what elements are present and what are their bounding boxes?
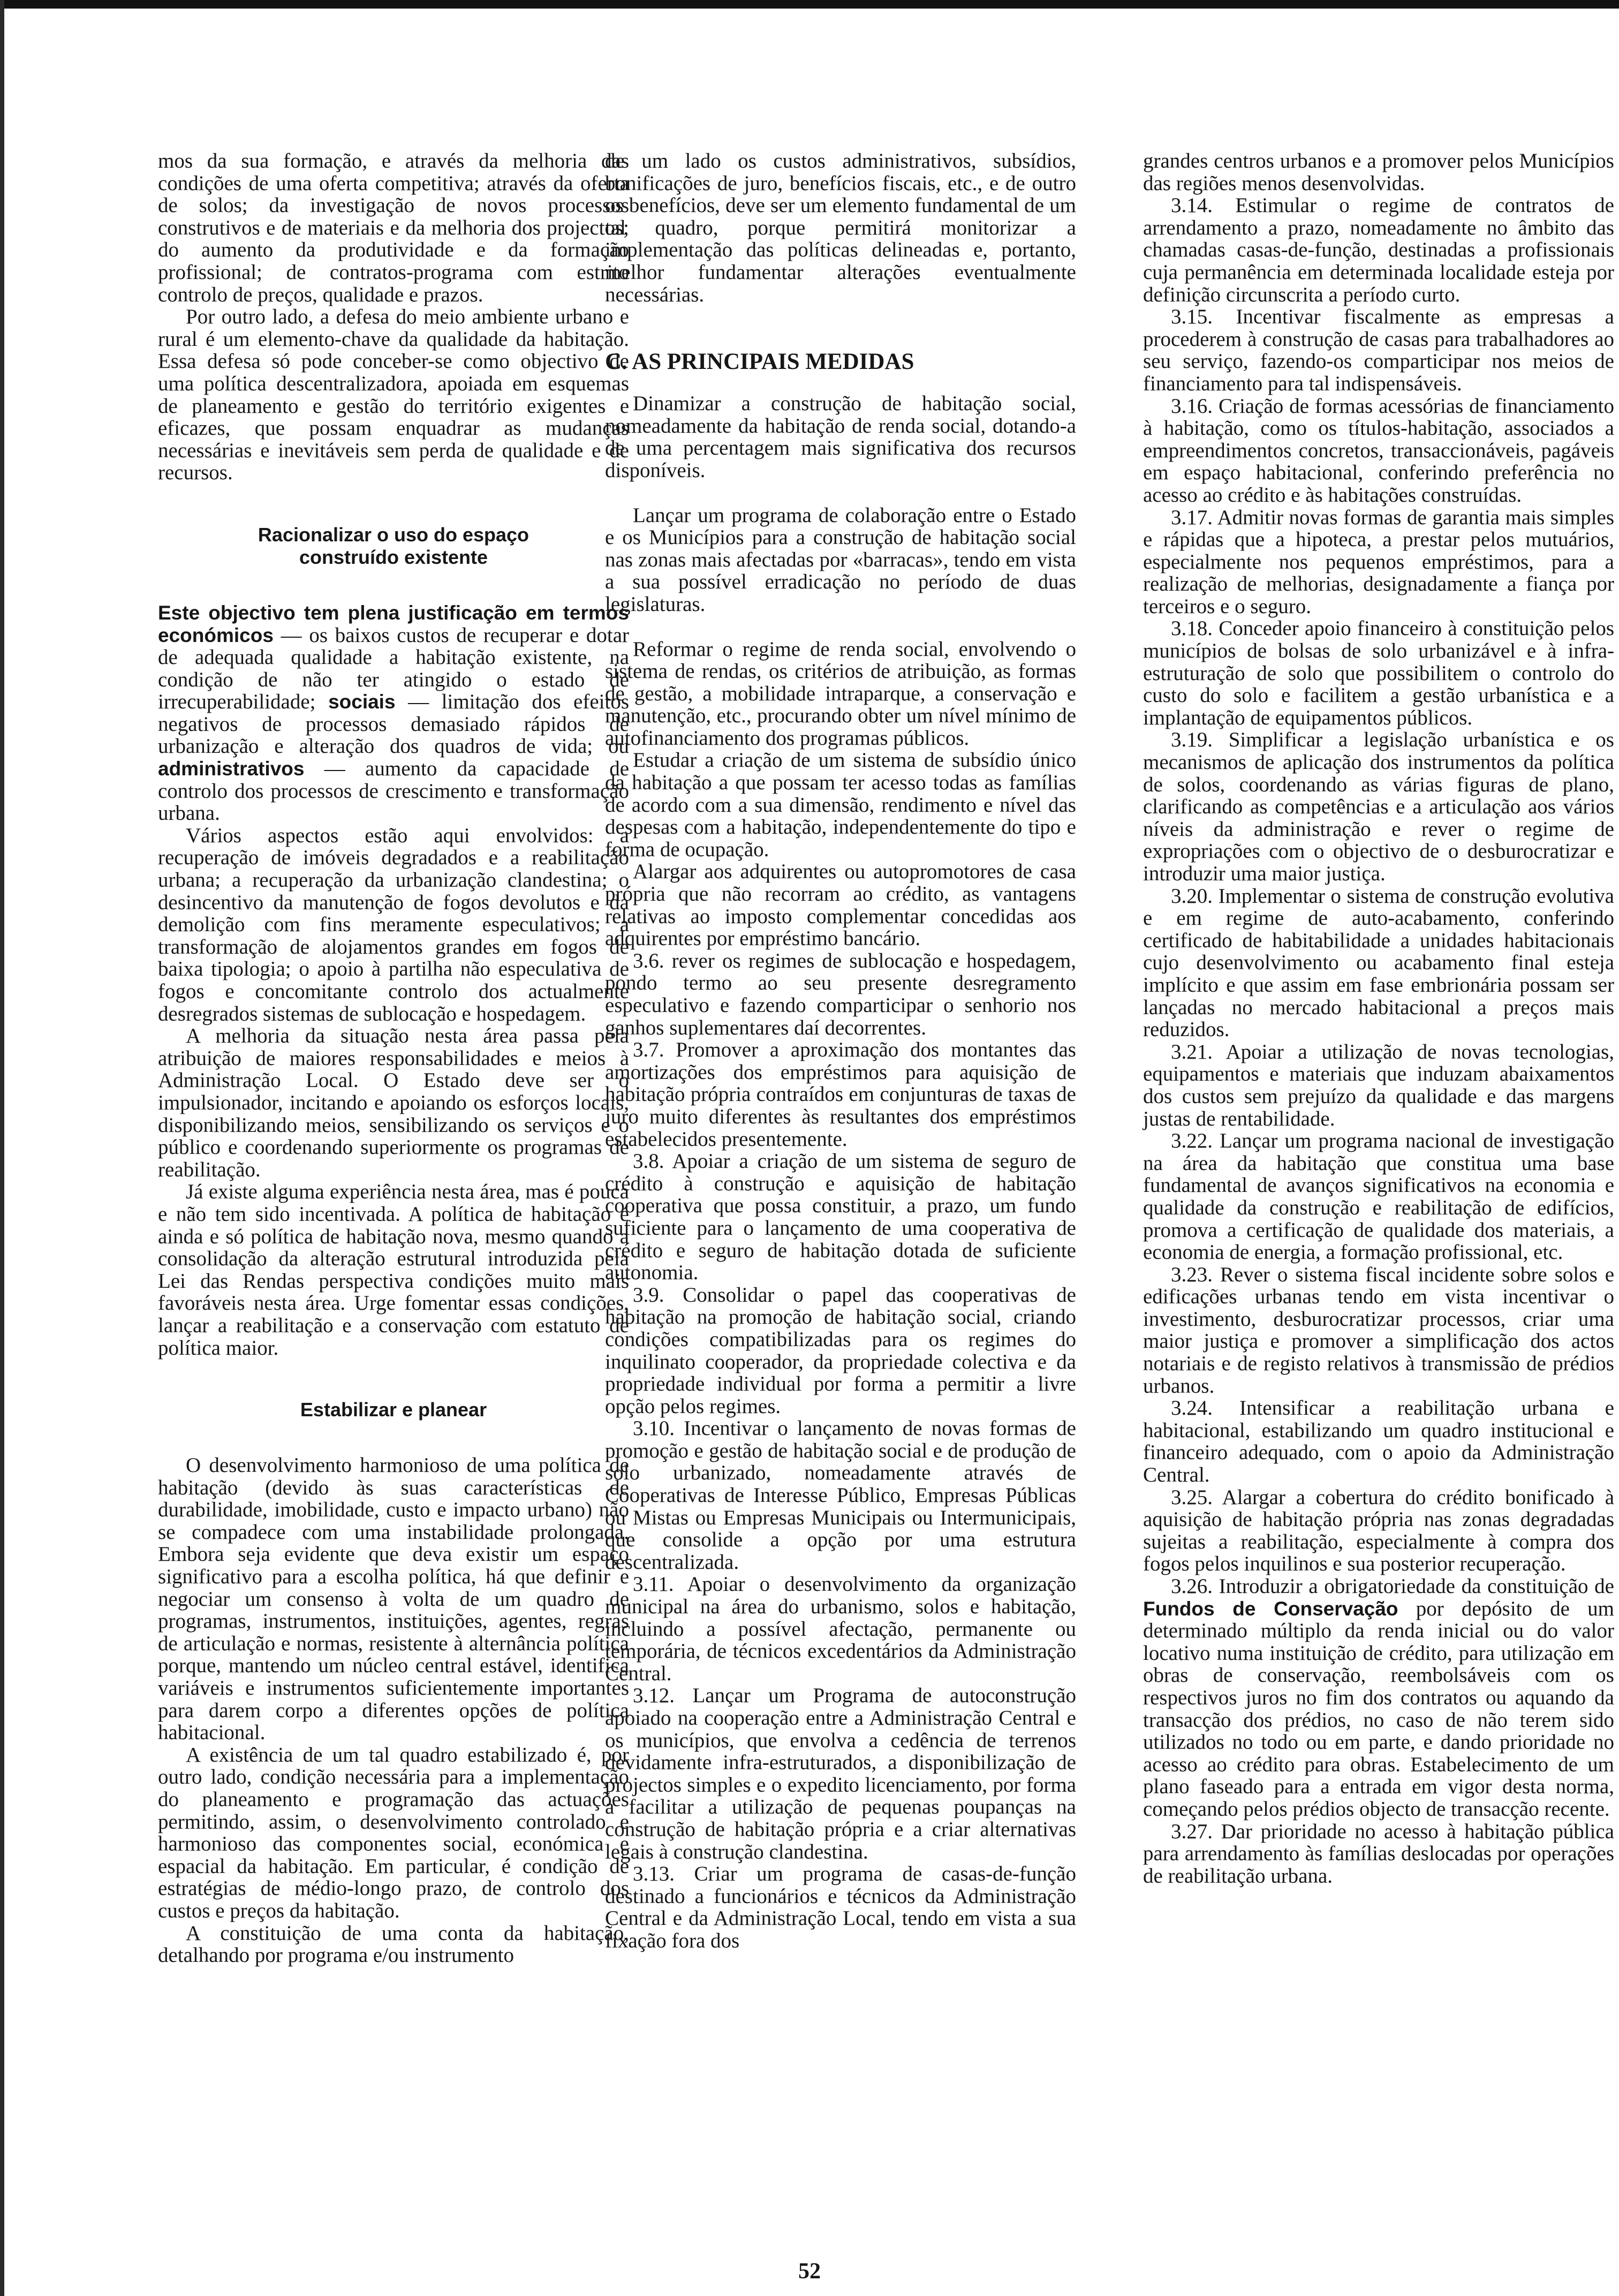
column-2: [605, 150, 1076, 1952]
paragraph: 3.24. Intensificar a reabilitação urbana e habitacional, estabilizando um quadro institucional e financeiro adequado, com o apoio da Administração Central.: [1143, 1396, 1614, 1487]
text: por depósito de um determinado múltiplo da renda inicial ou do valor locativo numa instituição de crédito, para utilização em obras de conservação, reembolsáveis com os respectivos juros no fim dos contratos ou aquando da transacção dos prédios, no caso de não terem sido utilizados no todo ou em parte, e dando prioridade no acesso ao crédito para obras. Estabelecimento de um plano faseado para a entrada em vigor desta norma, começando pelos prédios objecto de transacção recente.: [1143, 1597, 1614, 1821]
left-edge-shadow: [0, 0, 4, 2296]
paragraph: 3.18. Conceder apoio financeiro à constituição pelos municípios de bolsas de solo urbanizável e à infra-estruturação de solo que possibilitem o controlo do custo do solo e facilitem a gestão urbanística e a implantação de equipamentos públicos.: [1143, 617, 1614, 729]
paragraph: mos da sua formação, e através da melhoria das condições de uma oferta competitiva; através da oferta de solos; da investigação de novos processos construtivos e de materiais e da melhoria dos projectos; do aumento da produtividade e da formação profissional; de contratos-programa com estrito controlo de preços, qualidade e prazos.: [158, 149, 629, 306]
paragraph: 3.14. Estimular o regime de contratos de arrendamento a prazo, nomeadamente no âmbito das chamadas casas-de-função, destinadas a profissionais cuja permanência em determinada localidade esteja por definição circunscrita a período curto.: [1143, 194, 1614, 306]
paragraph: Já existe alguma experiência nesta área, mas é pouca e não tem sido incentivada. A política de habitação é ainda e só política de habitação nova, mesmo quando a consolidação da alteração estrutural introduzida pela Lei das Rendas perspectiva condições muito mais favoráveis nesta área. Urge fomentar essas condições, lançar a reabilitação e a conservação com estatuto de política maior.: [158, 1180, 629, 1360]
paragraph: 3.7. Promover a aproximação dos montantes das amortizações dos empréstimos para aquisição de habitação própria contraídos em conjunturas de taxas de juro muito diferentes às resultantes dos empréstimos estabelecidos presentemente.: [605, 1038, 1076, 1151]
page-number: 52: [798, 2259, 821, 2284]
section-heading: C. AS PRINCIPAIS MEDIDAS: [605, 349, 914, 375]
subheading-estabilizar: Estabilizar e planear: [300, 1399, 487, 1421]
paragraph: 3.20. Implementar o sistema de construção evolutiva e em regime de auto-acabamento, conferindo certificado de habitabilidade a unidades habitacionais cujo desenvolvimento ou acabamento final esteja implícito e que assim em fase embrionária possam ser lançadas no mercado habitacional a preços mais reduzidos.: [1143, 884, 1614, 1041]
bold-text: sociais: [328, 691, 396, 713]
paragraph-mixed: [158, 602, 629, 825]
paragraph: 3.16. Criação de formas acessórias de financiamento à habitação, como os títulos-habitação, associados a empreendimentos concretos, transaccionáveis, pagáveis em espaço habitacional, conferindo preferência no acesso ao crédito e às habitações construídas.: [1143, 394, 1614, 507]
paragraph: 3.25. Alargar a cobertura do crédito bonificado à aquisição de habitação própria nas zonas degradadas sujeitas a reabilitação, especialmente à compra dos fogos pelos inquilinos e sua posterior recuperação.: [1143, 1485, 1614, 1576]
paragraph: de um lado os custos administrativos, subsídios, bonificações de juro, benefícios fiscais, etc., e de outro os benefícios, deve ser um elemento fundamental de um tal quadro, porque permitirá monitorizar a implementação das políticas delineadas e, portanto, melhor fundamentar alterações eventualmente necessárias.: [605, 149, 1076, 306]
top-border: [0, 0, 1619, 9]
paragraph: Alargar aos adquirentes ou autopromotores de casa própria que não recorram ao crédito, as vantagens relativas ao imposto complementar concedidas aos adquirentes por empréstimo bancário.: [605, 860, 1076, 950]
paragraph: 3.23. Rever o sistema fiscal incidente sobre solos e edificações urbanas tendo em vista incentivar o investimento, desburocratizar processos, criar uma maior justiça e promover a simplificação dos actos notariais e de registo relativos à transmissão de prédios urbanos.: [1143, 1263, 1614, 1398]
paragraph: A constituição de uma conta da habitação, detalhando por programa e/ou instrumento: [158, 1921, 629, 1967]
paragraph: 3.8. Apoiar a criação de um sistema de seguro de crédito à construção e aquisição de habitação cooperativa que possa constituir, a prazo, um fundo suficiente para o lançamento de uma cooperativa de crédito e seguro de habitação dotada de suficiente autonomia.: [605, 1150, 1076, 1285]
paragraph: Estudar a criação de um sistema de subsídio único da habitação a que possam ter acesso todas as famílias de acordo com a sua dimensão, rendimento e nível das despesas com a habitação, independentemente do tipo e forma de ocupação.: [605, 749, 1076, 861]
subheading-line: Racionalizar o uso do espaço: [258, 523, 529, 546]
subheading-line: construído existente: [299, 546, 488, 568]
paragraph: 3.11. Apoiar o desenvolvimento da organização municipal na área do urbanismo, solos e habitação, incluindo a possível afectação, permanente ou temporária, de técnicos excedentários da Administração Central.: [605, 1573, 1076, 1685]
column-3: [1143, 150, 1614, 1887]
paragraph: 3.22. Lançar um programa nacional de investigação na área da habitação que constitua uma base fundamental de avanços significativos na economia e qualidade da construção e reabilitação de edifícios, promova a certificação de qualidade dos materiais, a economia de energia, a formação profissional, etc.: [1143, 1129, 1614, 1264]
bold-text: administrativos: [158, 758, 305, 780]
paragraph-mixed: [1143, 1575, 1614, 1821]
paragraph: Por outro lado, a defesa do meio ambiente urbano e rural é um elemento-chave da qualidade da habitação. Essa defesa só pode conceber-se como objectivo de uma política descentralizadora, apoiada em esquemas de planeamento e gestão do território exigentes e eficazes, que possam enquadrar as mudanças necessárias e inevitáveis sem perda de qualidade e de recursos.: [158, 305, 629, 485]
paragraph: O desenvolvimento harmonioso de uma política de habitação (devido às suas características de durabilidade, imobilidade, custo e impacto urbano) não se compadece com uma instabilidade prolongada. Embora seja evidente que deva existir um espaço significativo para a escolha política, há que definir e negociar um consenso à volta de um quadro de programas, instrumentos, instituições, agentes, regras de articulação e normas, resistente à alternância política porque, mantendo um núcleo central estável, identifica variáveis e instrumentos suficientemente importantes para darem corpo a diferentes opções de política habitacional.: [158, 1454, 629, 1744]
paragraph: grandes centros urbanos e a promover pelos Municípios das regiões menos desenvolvidas.: [1143, 149, 1614, 195]
text: — limitação dos efeitos negativos de processos demasiado rápidos de urbanização e alteração dos quadros de vida; ou: [158, 690, 629, 758]
paragraph: 3.21. Apoiar a utilização de novas tecnologias, equipamentos e materiais que induzam abaixamentos dos custos sem prejuízo da qualidade e das margens justas de rentabilidade.: [1143, 1040, 1614, 1130]
paragraph: Dinamizar a construção de habitação social, nomeadamente da habitação de renda social, dotando-a de uma percentagem mais significativa dos recursos disponíveis.: [605, 392, 1076, 482]
bold-text: Este objectivo tem plena justificação em termos económicos: [158, 601, 629, 646]
paragraph: 3.6. rever os regimes de sublocação e hospedagem, pondo termo ao seu presente desregramento especulativo e fazendo comparticipar o senhorio nos ganhos suplementares daí decorrentes.: [605, 949, 1076, 1039]
subheading-racionalizar: [158, 524, 629, 569]
paragraph: Reformar o regime de renda social, envolvendo o sistema de rendas, os critérios de atribuição, as formas de gestão, a mobilidade intraparque, a conservação e manutenção, etc., procurando obter um nível mínimo de autofinanciamento dos programas públicos.: [605, 637, 1076, 750]
paragraph: 3.13. Criar um programa de casas-de-função destinado a funcionários e técnicos da Administração Central e da Administração Local, tendo em vista a sua fixação fora dos: [605, 1862, 1076, 1952]
text: — aumento da capacidade de controlo dos processos de crescimento e transformação urbana.: [158, 757, 629, 825]
paragraph: 3.27. Dar prioridade no acesso à habitação pública para arrendamento às famílias deslocadas por operações de reabilitação urbana.: [1143, 1819, 1614, 1887]
column-1: [158, 150, 629, 1967]
paragraph: A melhoria da situação nesta área passa pela atribuição de maiores responsabilidades e meios à Administração Local. O Estado deve ser o impulsionador, incitando e apoiando os esforços locais, disponibilizando meios, sensibilizando os serviços e o público e coordenando superiormente os programas de reabilitação.: [158, 1024, 629, 1181]
paragraph: 3.17. Admitir novas formas de garantia mais simples e rápidas que a hipoteca, a prestar pelos mutuários, especialmente nos pequenos empréstimos, para a realização de melhorias, designadamente a fiança por terceiros e o seguro.: [1143, 505, 1614, 618]
paragraph: 3.10. Incentivar o lançamento de novas formas de promoção e gestão de habitação social e de produção de solo urbanizado, nomeadamente através de Cooperativas de Interesse Público, Empresas Públicas ou Mistas ou Empresas Municipais ou Intermunicipais, que consolide a opção por uma estrutura descentralizada.: [605, 1417, 1076, 1574]
paragraph: 3.9. Consolidar o papel das cooperativas de habitação na promoção de habitação social, criando condições compatibilizadas para os regimes do inquilinato cooperador, da propriedade colectiva e da propriedade individual por forma a permitir a livre opção pelos regimes.: [605, 1283, 1076, 1418]
paragraph: A existência de um tal quadro estabilizado é, por outro lado, condição necessária para a implementação do planeamento e programação das actuações permitindo, assim, o desenvolvimento controlado e harmonioso das componentes social, económica e espacial da habitação. Em particular, é condição de estratégias de médio-longo prazo, de controlo dos custos e preços da habitação.: [158, 1743, 629, 1922]
paragraph: 3.12. Lançar um Programa de autoconstrução apoiado na cooperação entre a Administração Central e os municípios, que envolva a cedência de terrenos devidamente infra-estruturados, a disponibilização de projectos simples e o expedito licenciamento, por forma a facilitar a utilização de pequenas poupanças na construção de habitação própria e a criar alternativas legais à construção clandestina.: [605, 1684, 1076, 1863]
paragraph: 3.15. Incentivar fiscalmente as empresas a procederem à construção de casas para trabalhadores ao seu serviço, fazendo-os comparticipar nos meios de financiamento para tal indispensáveis.: [1143, 305, 1614, 395]
paragraph: Lançar um programa de colaboração entre o Estado e os Municípios para a construção de habitação social nas zonas mais afectadas por «barracas», tendo em vista a sua possível erradicação no período de duas legislaturas.: [605, 503, 1076, 616]
text: 3.26. Introduzir a obrigatoriedade da constituição de: [1171, 1575, 1614, 1598]
bold-text: Fundos de Conservação: [1143, 1597, 1398, 1620]
paragraph: 3.19. Simplificar a legislação urbanística e os mecanismos de aplicação dos instrumentos da política de solos, coordenando as várias figuras de plano, clarificando as competências e a articulação aos vários níveis da administração e rever o regime de expropriações com o objectivo de o desburocratizar e introduzir uma maior justiça.: [1143, 728, 1614, 885]
paragraph: Vários aspectos estão aqui envolvidos: a recuperação de imóveis degradados e a reabilitação urbana; a recuperação da urbanização clandestina; o desincentivo da manutenção de fogos devolutos e da demolição com fins meramente especulativos; a transformação de alojamentos grandes em fogos de baixa tipologia; o apoio à partilha não especulativa de fogos e concomitante controlo dos actualmente desregrados sistemas de sublocação e hospedagem.: [158, 824, 629, 1025]
text: — os baixos custos de recuperar e dotar de adequada qualidade a habitação existente, na condição de não ter atingido o estado de irrecuperabilidade;: [158, 623, 629, 714]
